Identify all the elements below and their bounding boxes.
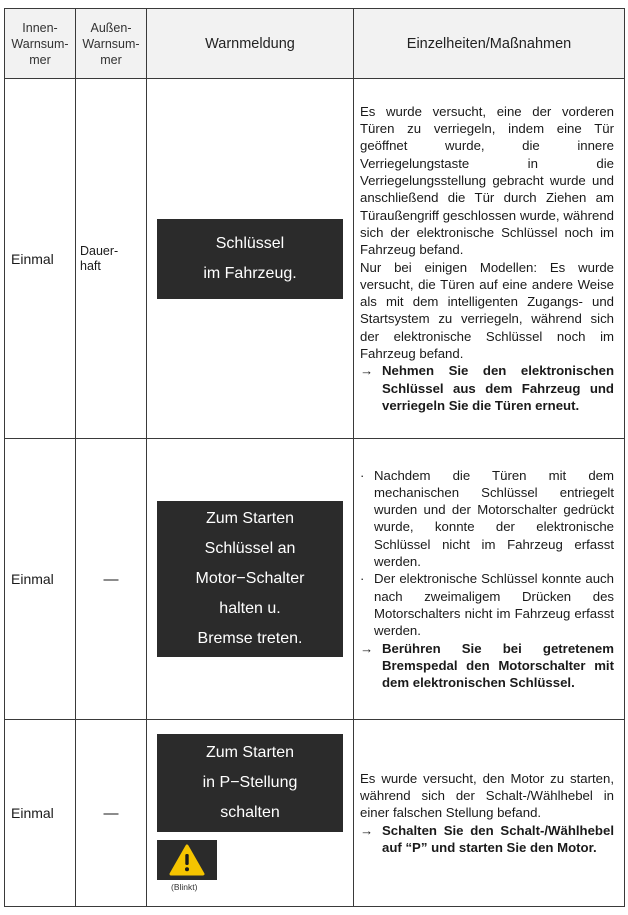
details-paragraph: Es wurde versucht, den Motor zu starten, während sich der Schalt-/Wählhebel in einer falschen Stellung befand.: [360, 770, 614, 821]
warning-table-wrapper: [4, 8, 625, 907]
warning-indicator: [157, 840, 343, 892]
bullet-icon: ·: [360, 467, 365, 483]
warning-screen: Zum Starten in P−Stellung schalten: [157, 734, 343, 832]
bullet-icon: ·: [360, 571, 365, 587]
header-internal-buzzer: Innen- Warnsum- mer: [5, 9, 76, 79]
list-item: · Nachdem die Türen mit dem mechanischen Schlüssel entriegelt wurden und der Motorschalter gedrückt wurde, konnte der elektronische Schlüssel nicht im Fahrzeug erfasst werden.: [360, 467, 614, 570]
table-row: [5, 720, 625, 907]
warning-screen: Zum Starten Schlüssel an Motor−Schalter halten u. Bremse treten.: [157, 501, 343, 657]
details-paragraph: Es wurde versucht, eine der vorderen Türen zu verriegeln, indem eine Tür geöffnet wurde, die innere Verriegelungstaste in die Verriegelungsstellung gebracht wurde und anschließend die Tür durch Ziehen am Türaußengriff geschlossen wurde, während sich der elektronische Schlüssel noch im Fahrzeug befand.: [360, 103, 614, 258]
arrow-icon: →: [360, 363, 374, 379]
blink-label: (Blinkt): [171, 882, 198, 892]
warning-message-cell: [147, 79, 354, 439]
details-cell: [354, 439, 625, 720]
header-warning-message: Warnmeldung: [147, 9, 354, 79]
header-external-buzzer: Außen- Warnsum- mer: [76, 9, 147, 79]
warning-screen: Schlüssel im Fahrzeug.: [157, 219, 343, 299]
arrow-icon: →: [360, 640, 374, 656]
warning-triangle-icon: [169, 844, 205, 876]
warning-icon-box: [157, 840, 217, 880]
table-row: [5, 79, 625, 439]
action-instruction: → Nehmen Sie den elektronischen Schlüssel aus dem Fahrzeug und verriegeln Sie die Türen erneut.: [360, 363, 614, 413]
details-paragraph: Nur bei einigen Modellen: Es wurde versucht, die Türen auf eine andere Weise als mit dem intelligenten Zugangs- und Startsystem zu verriegeln, während sich der elektronische Schlüssel noch im Fahrzeug befand.: [360, 259, 614, 361]
warning-message-cell: [147, 720, 354, 907]
header-details-measures: Einzelheiten/Maßnahmen: [354, 9, 625, 79]
header-row: [5, 9, 625, 79]
warning-table: [4, 8, 625, 907]
internal-buzzer-cell: Einmal: [5, 79, 76, 439]
internal-buzzer-cell: Einmal: [5, 720, 76, 907]
action-instruction: → Berühren Sie bei getretenem Bremspedal den Motorschalter mit dem elektronischen Schlüssel.: [360, 640, 614, 691]
warning-message-cell: [147, 439, 354, 720]
internal-buzzer-cell: Einmal: [5, 439, 76, 720]
details-cell: [354, 720, 625, 907]
external-buzzer-cell: —: [76, 720, 147, 907]
list-item: · Der elektronische Schlüssel konnte auch nach zweimaligem Drücken des Motorschalters nicht im Fahrzeug erfasst werden.: [360, 571, 614, 639]
external-buzzer-cell: Dauer- haft: [76, 79, 147, 439]
external-buzzer-cell: —: [76, 439, 147, 720]
action-instruction: → Schalten Sie den Schalt-/Wählhebel auf “P” und starten Sie den Motor.: [360, 822, 614, 855]
arrow-icon: →: [360, 822, 374, 838]
table-row: [5, 439, 625, 720]
details-cell: [354, 79, 625, 439]
warning-message-group: [157, 734, 343, 892]
